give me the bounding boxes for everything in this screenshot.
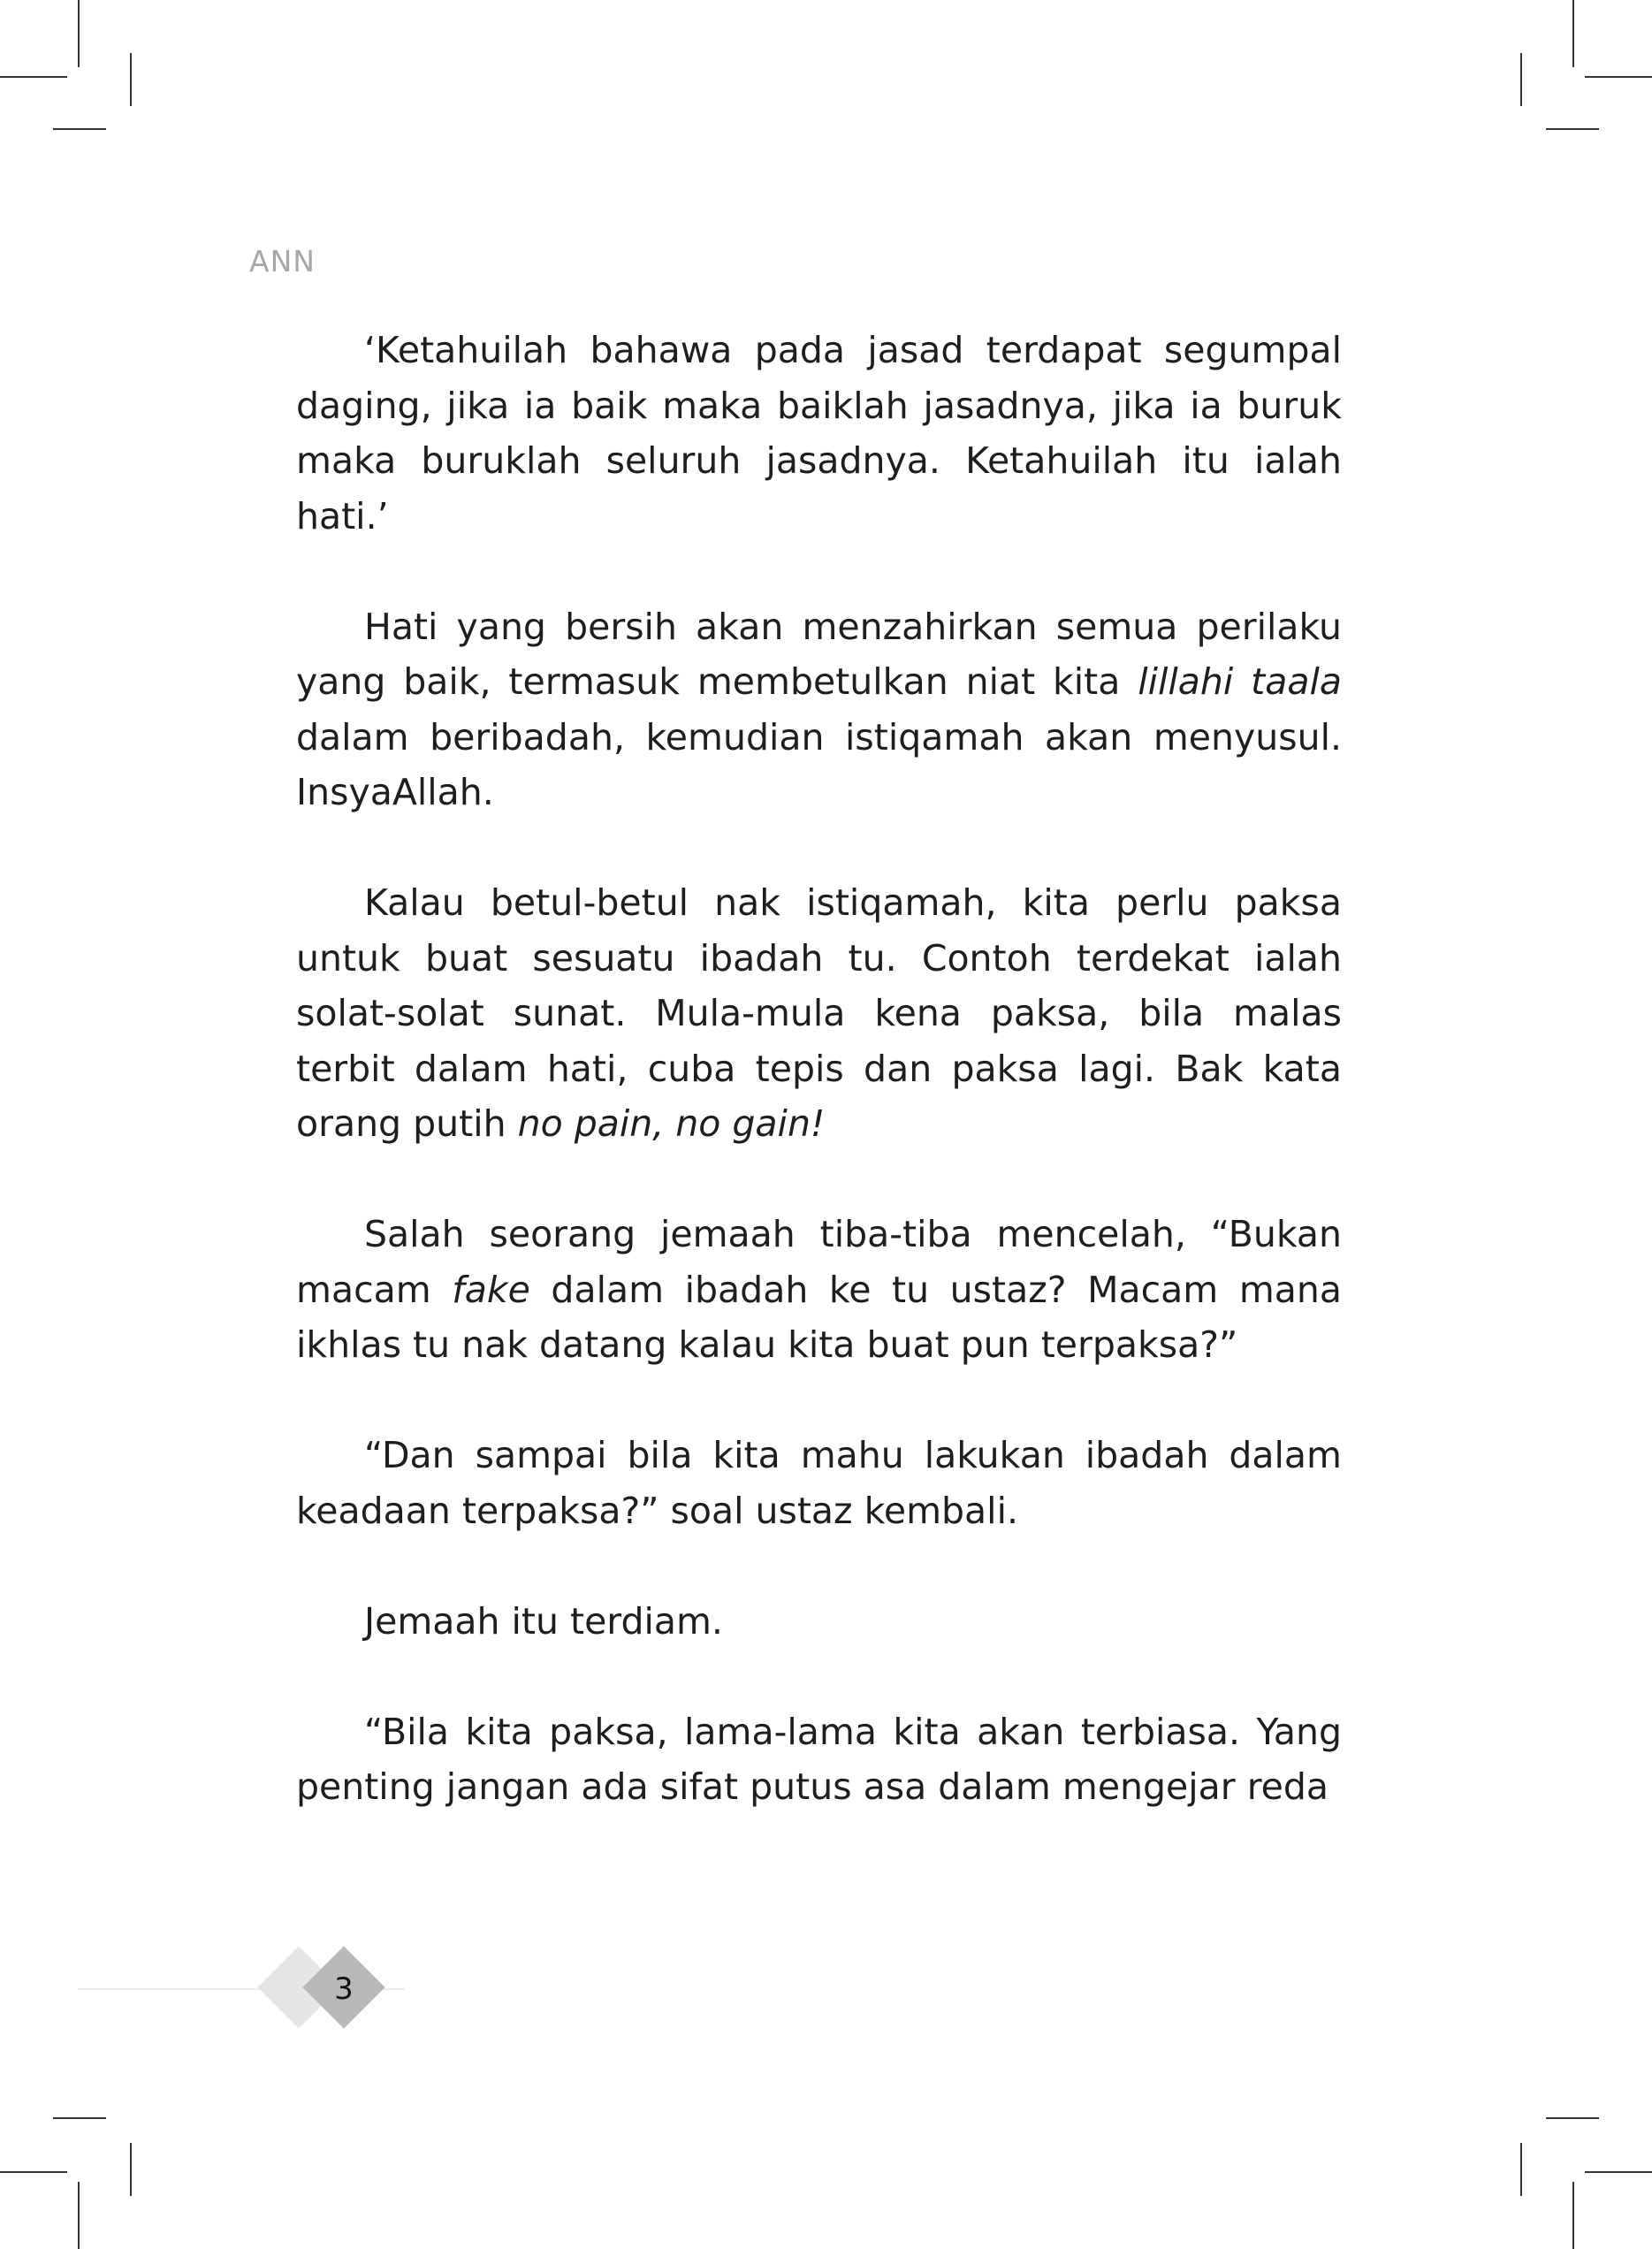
italic-text: no pain, no gain! xyxy=(517,1102,826,1145)
running-head: ANN xyxy=(249,244,316,278)
crop-mark xyxy=(78,0,80,67)
italic-text: lillahi taala xyxy=(1138,660,1342,703)
body-text xyxy=(296,323,1342,1815)
crop-mark xyxy=(1546,2117,1599,2119)
paragraph xyxy=(296,1428,1342,1538)
italic-text: fake xyxy=(452,1268,530,1311)
paragraph xyxy=(296,1207,1342,1373)
text-run: “Dan sampai bila kita mahu lakukan ibadah dalam keadaan terpaksa?” soal ustaz kembali. xyxy=(296,1434,1342,1532)
crop-mark xyxy=(53,2117,106,2119)
text-run: Hati yang bersih akan menzahirkan semua perilaku yang baik, termasuk membetulkan niat kita xyxy=(296,605,1342,703)
paragraph xyxy=(296,1594,1342,1650)
crop-mark xyxy=(1572,2182,1574,2249)
paragraph xyxy=(296,1704,1342,1815)
crop-mark xyxy=(0,2171,67,2173)
text-run: ‘Ketahuilah bahawa pada jasad terdapat segumpal daging, jika ia baik maka baiklah jasadnya, jika ia buruk maka buruklah seluruh jasadnya. Ketahuilah itu ialah hati.’ xyxy=(296,329,1342,537)
crop-mark xyxy=(1572,0,1574,67)
text-run: dalam ibadah ke tu ustaz? Macam mana ikhlas tu nak datang kalau kita buat pun terpaksa?” xyxy=(296,1268,1343,1366)
paragraph xyxy=(296,599,1342,820)
text-run: Jemaah itu terdiam. xyxy=(364,1599,723,1643)
crop-mark xyxy=(1585,2171,1652,2173)
crop-mark xyxy=(78,2182,80,2249)
crop-mark xyxy=(1520,2143,1522,2196)
text-run: “Bila kita paksa, lama-lama kita akan terbiasa. Yang penting jangan ada sifat putus asa dalam mengejar reda xyxy=(296,1710,1342,1808)
crop-mark xyxy=(53,128,106,130)
page-number: 3 xyxy=(334,1971,354,2007)
crop-mark xyxy=(1585,76,1652,78)
text-run: Kalau betul-betul nak istiqamah, kita perlu paksa untuk buat sesuatu ibadah tu. Contoh terdekat ialah solat-solat sunat. Mula-mula kena paksa, bila malas terbit dalam hati, cuba tepis dan paksa lagi. Bak kata orang putih xyxy=(296,881,1342,1145)
text-run: dalam beribadah, kemudian istiqamah akan menyusul. InsyaAllah. xyxy=(296,715,1342,813)
crop-mark xyxy=(1520,53,1522,106)
crop-mark xyxy=(130,2143,132,2196)
paragraph xyxy=(296,875,1342,1152)
crop-mark xyxy=(130,53,132,106)
crop-mark xyxy=(0,76,67,78)
crop-mark xyxy=(1546,128,1599,130)
paragraph xyxy=(296,323,1342,544)
text-run: Salah seorang jemaah tiba-tiba mencelah, “Bukan macam xyxy=(296,1213,1342,1311)
